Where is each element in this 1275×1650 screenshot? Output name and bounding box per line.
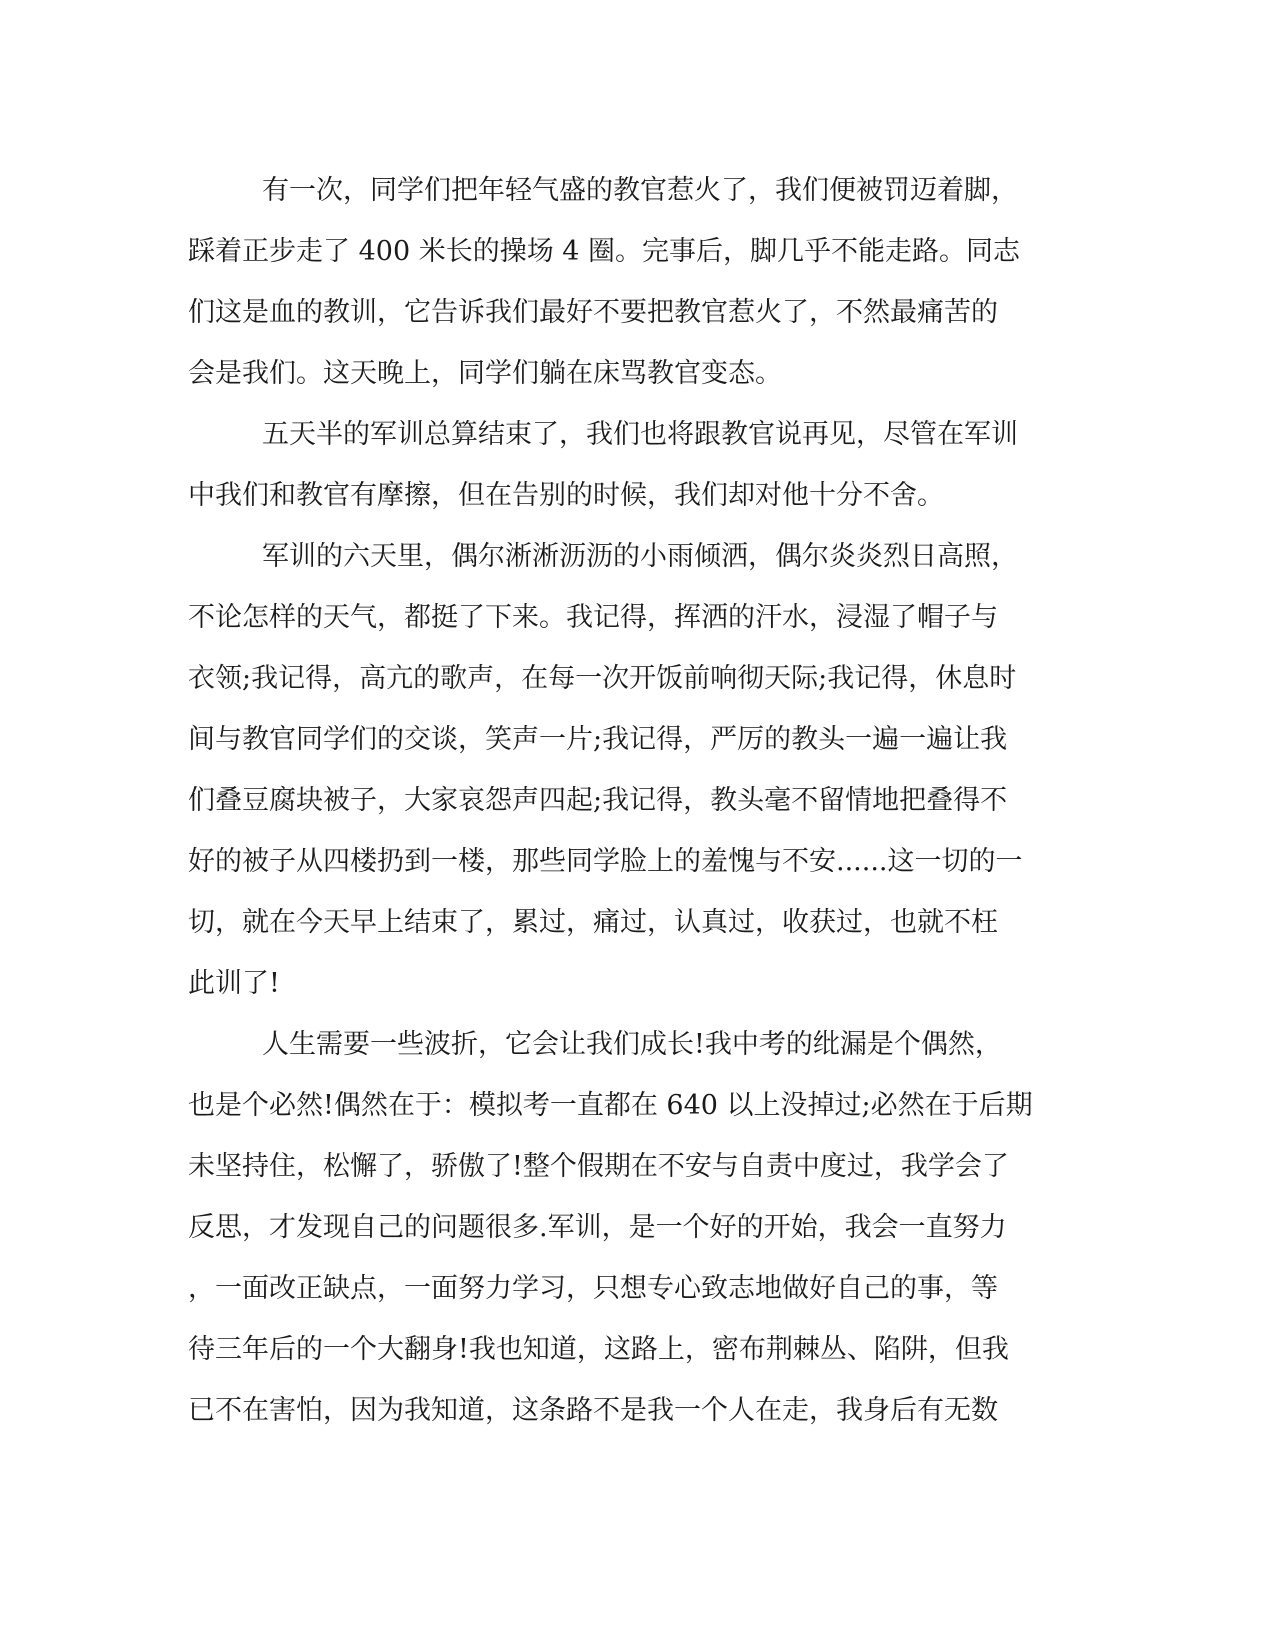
text-line: 好的被子从四楼扔到一楼，那些同学脸上的羞愧与不安......这一切的一 <box>188 846 1023 877</box>
text-line: 中我们和教官有摩擦，但在告别的时候，我们却对他十分不舍。 <box>188 480 944 511</box>
text-line: 已不在害怕，因为我知道，这条路不是我一个人在走，我身后有无数 <box>188 1395 998 1426</box>
text-line: 也是个必然!偶然在于：模拟考一直都在 640 以上没掉过;必然在于后期 <box>188 1090 1033 1121</box>
text-line: 军训的六天里，偶尔淅淅沥沥的小雨倾洒，偶尔炎炎烈日高照， <box>262 541 1018 572</box>
text-line: 反思，才发现自己的问题很多.军训，是一个好的开始，我会一直努力 <box>188 1212 1007 1243</box>
text-line: 会是我们。这天晚上，同学们躺在床骂教官变态。 <box>188 358 782 389</box>
text-line: 有一次，同学们把年轻气盛的教官惹火了，我们便被罚迈着脚， <box>262 175 1018 206</box>
paragraph-1 <box>188 160 1068 404</box>
text-line: 们叠豆腐块被子，大家哀怨声四起;我记得，教头毫不留情地把叠得不 <box>188 785 1008 816</box>
document-body <box>188 160 1068 1441</box>
text-line: 衣领;我记得，高亢的歌声，在每一次开饭前响彻天际;我记得，休息时 <box>188 663 1017 694</box>
text-line: 未坚持住，松懈了，骄傲了!整个假期在不安与自责中度过，我学会了 <box>188 1151 1009 1182</box>
text-line: 此训了! <box>188 968 280 999</box>
text-line: 待三年后的一个大翻身!我也知道，这路上，密布荆棘丛、陷阱，但我 <box>188 1334 1009 1365</box>
text-line: 们这是血的教训，它告诉我们最好不要把教官惹火了，不然最痛苦的 <box>188 297 998 328</box>
text-line: 不论怎样的天气，都挺了下来。我记得，挥洒的汗水，浸湿了帽子与 <box>188 602 998 633</box>
paragraph-2 <box>188 404 1068 526</box>
text-line: 切，就在今天早上结束了，累过，痛过，认真过，收获过，也就不枉 <box>188 907 998 938</box>
text-line: 五天半的军训总算结束了，我们也将跟教官说再见，尽管在军训 <box>262 419 1018 450</box>
paragraph-4 <box>188 1014 1068 1441</box>
text-line: 间与教官同学们的交谈，笑声一片;我记得，严厉的教头一遍一遍让我 <box>188 724 1008 755</box>
text-line: 人生需要一些波折，它会让我们成长!我中考的纰漏是个偶然， <box>262 1029 1002 1060</box>
text-line: ，一面改正缺点，一面努力学习，只想专心致志地做好自己的事，等 <box>188 1273 998 1304</box>
text-line: 踩着正步走了 400 米长的操场 4 圈。完事后，脚几乎不能走路。同志 <box>188 236 1021 267</box>
paragraph-3 <box>188 526 1068 1014</box>
